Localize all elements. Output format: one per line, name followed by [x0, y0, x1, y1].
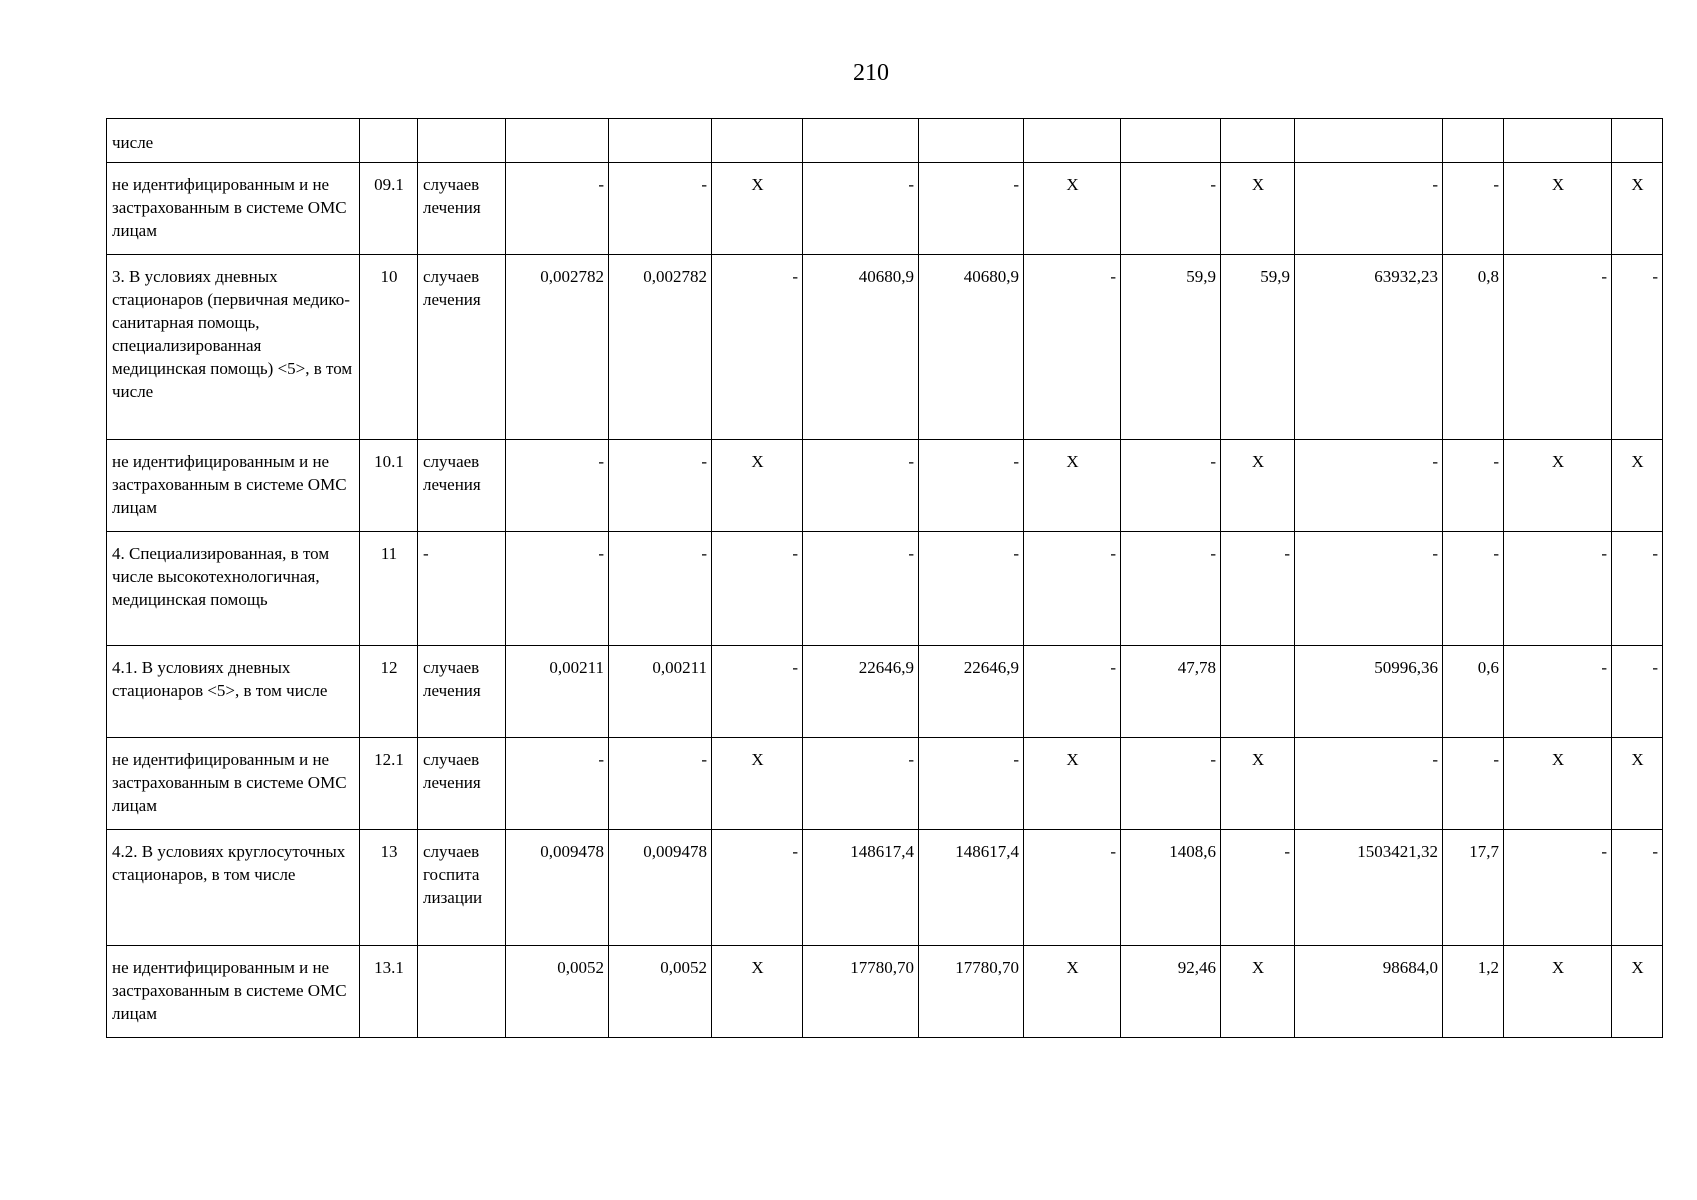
- value-cell: 0,009478: [609, 830, 712, 946]
- value-cell: 40680,9: [803, 255, 919, 440]
- value-cell: 0,0052: [506, 946, 609, 1038]
- value-cell: -: [609, 163, 712, 255]
- value-cell: X: [1024, 440, 1121, 532]
- value-cell: [609, 119, 712, 163]
- value-cell: -: [1024, 255, 1121, 440]
- value-cell: -: [1504, 830, 1612, 946]
- value-cell: -: [1504, 646, 1612, 738]
- value-cell: 1408,6: [1121, 830, 1221, 946]
- value-cell: -: [609, 440, 712, 532]
- table-row: [107, 738, 1663, 830]
- value-cell: 17,7: [1443, 830, 1504, 946]
- table-body: [107, 119, 1663, 1038]
- value-cell: X: [1024, 163, 1121, 255]
- value-cell: -: [1295, 440, 1443, 532]
- value-cell: X: [1221, 946, 1295, 1038]
- value-cell: 50996,36: [1295, 646, 1443, 738]
- value-cell: -: [1024, 830, 1121, 946]
- value-cell: -: [609, 738, 712, 830]
- row-code-cell: 09.1: [360, 163, 418, 255]
- row-name-cell: 4.2. В условиях круглосуточных стационаров, в том числе: [107, 830, 360, 946]
- value-cell: X: [712, 946, 803, 1038]
- value-cell: 92,46: [1121, 946, 1221, 1038]
- row-name-cell: числе: [107, 119, 360, 163]
- value-cell: X: [712, 163, 803, 255]
- value-cell: -: [609, 532, 712, 646]
- value-cell: X: [1612, 163, 1663, 255]
- value-cell: 17780,70: [919, 946, 1024, 1038]
- value-cell: -: [803, 440, 919, 532]
- row-name-cell: не идентифицированным и не застрахованным в системе ОМС лицам: [107, 440, 360, 532]
- value-cell: -: [1121, 532, 1221, 646]
- row-code-cell: [360, 119, 418, 163]
- row-code-cell: 13: [360, 830, 418, 946]
- value-cell: 0,6: [1443, 646, 1504, 738]
- value-cell: X: [1221, 440, 1295, 532]
- row-unit-cell: случаев лечения: [418, 440, 506, 532]
- value-cell: 0,0052: [609, 946, 712, 1038]
- row-unit-cell: случаев госпита лизации: [418, 830, 506, 946]
- value-cell: [1024, 119, 1121, 163]
- value-cell: 59,9: [1221, 255, 1295, 440]
- value-cell: -: [1504, 255, 1612, 440]
- value-cell: -: [506, 440, 609, 532]
- value-cell: -: [919, 532, 1024, 646]
- row-unit-cell: [418, 946, 506, 1038]
- value-cell: -: [1612, 255, 1663, 440]
- value-cell: -: [1295, 532, 1443, 646]
- table-row: [107, 163, 1663, 255]
- value-cell: -: [506, 532, 609, 646]
- value-cell: -: [1443, 738, 1504, 830]
- value-cell: -: [1221, 830, 1295, 946]
- row-code-cell: 11: [360, 532, 418, 646]
- value-cell: -: [506, 738, 609, 830]
- value-cell: -: [1121, 440, 1221, 532]
- value-cell: 63932,23: [1295, 255, 1443, 440]
- value-cell: -: [919, 440, 1024, 532]
- row-name-cell: 3. В условиях дневных стационаров (первичная медико-санитарная помощь, специализированная медицинская помощь) <5>, в том числе: [107, 255, 360, 440]
- value-cell: -: [712, 646, 803, 738]
- value-cell: -: [1024, 532, 1121, 646]
- row-code-cell: 10.1: [360, 440, 418, 532]
- value-cell: -: [1221, 532, 1295, 646]
- value-cell: X: [1504, 440, 1612, 532]
- value-cell: -: [1295, 738, 1443, 830]
- value-cell: 22646,9: [803, 646, 919, 738]
- table-row: [107, 646, 1663, 738]
- value-cell: 40680,9: [919, 255, 1024, 440]
- data-table: [106, 118, 1663, 1038]
- value-cell: X: [1504, 946, 1612, 1038]
- value-cell: [1221, 646, 1295, 738]
- page-number: 210: [853, 60, 889, 86]
- value-cell: X: [1221, 738, 1295, 830]
- row-code-cell: 12.1: [360, 738, 418, 830]
- value-cell: [1121, 119, 1221, 163]
- value-cell: [919, 119, 1024, 163]
- value-cell: X: [1504, 738, 1612, 830]
- value-cell: [1443, 119, 1504, 163]
- value-cell: 98684,0: [1295, 946, 1443, 1038]
- value-cell: X: [1504, 163, 1612, 255]
- value-cell: X: [1612, 946, 1663, 1038]
- value-cell: 0,002782: [506, 255, 609, 440]
- value-cell: 1,2: [1443, 946, 1504, 1038]
- value-cell: -: [803, 738, 919, 830]
- value-cell: -: [1295, 163, 1443, 255]
- value-cell: 1503421,32: [1295, 830, 1443, 946]
- value-cell: -: [1443, 163, 1504, 255]
- value-cell: 148617,4: [803, 830, 919, 946]
- value-cell: -: [803, 163, 919, 255]
- row-unit-cell: случаев лечения: [418, 255, 506, 440]
- row-name-cell: 4. Специализированная, в том числе высокотехнологичная, медицинская помощь: [107, 532, 360, 646]
- value-cell: 0,00211: [609, 646, 712, 738]
- value-cell: -: [1024, 646, 1121, 738]
- value-cell: -: [803, 532, 919, 646]
- value-cell: -: [712, 532, 803, 646]
- value-cell: 17780,70: [803, 946, 919, 1038]
- row-unit-cell: [418, 119, 506, 163]
- value-cell: X: [1024, 738, 1121, 830]
- row-name-cell: 4.1. В условиях дневных стационаров <5>, в том числе: [107, 646, 360, 738]
- row-name-cell: не идентифицированным и не застрахованным в системе ОМС лицам: [107, 946, 360, 1038]
- row-code-cell: 12: [360, 646, 418, 738]
- table-row: [107, 440, 1663, 532]
- value-cell: -: [1121, 163, 1221, 255]
- value-cell: -: [1612, 646, 1663, 738]
- value-cell: -: [712, 255, 803, 440]
- value-cell: X: [1024, 946, 1121, 1038]
- value-cell: 59,9: [1121, 255, 1221, 440]
- row-unit-cell: случаев лечения: [418, 163, 506, 255]
- value-cell: 0,8: [1443, 255, 1504, 440]
- value-cell: -: [919, 738, 1024, 830]
- value-cell: [803, 119, 919, 163]
- value-cell: [1221, 119, 1295, 163]
- value-cell: 148617,4: [919, 830, 1024, 946]
- value-cell: -: [1443, 532, 1504, 646]
- value-cell: [712, 119, 803, 163]
- value-cell: [1612, 119, 1663, 163]
- table-row: [107, 532, 1663, 646]
- table-row: [107, 946, 1663, 1038]
- value-cell: X: [1612, 738, 1663, 830]
- table-row: [107, 830, 1663, 946]
- row-code-cell: 10: [360, 255, 418, 440]
- value-cell: -: [1121, 738, 1221, 830]
- value-cell: 0,009478: [506, 830, 609, 946]
- row-name-cell: не идентифицированным и не застрахованным в системе ОМС лицам: [107, 163, 360, 255]
- value-cell: -: [1612, 532, 1663, 646]
- value-cell: 47,78: [1121, 646, 1221, 738]
- table-row: [107, 119, 1663, 163]
- value-cell: [1295, 119, 1443, 163]
- value-cell: -: [712, 830, 803, 946]
- value-cell: -: [1504, 532, 1612, 646]
- row-unit-cell: случаев лечения: [418, 738, 506, 830]
- value-cell: -: [1612, 830, 1663, 946]
- value-cell: -: [1443, 440, 1504, 532]
- value-cell: 0,00211: [506, 646, 609, 738]
- value-cell: [506, 119, 609, 163]
- value-cell: 0,002782: [609, 255, 712, 440]
- value-cell: 22646,9: [919, 646, 1024, 738]
- value-cell: X: [712, 440, 803, 532]
- value-cell: -: [506, 163, 609, 255]
- row-unit-cell: случаев лечения: [418, 646, 506, 738]
- row-name-cell: не идентифицированным и не застрахованным в системе ОМС лицам: [107, 738, 360, 830]
- table-row: [107, 255, 1663, 440]
- row-code-cell: 13.1: [360, 946, 418, 1038]
- value-cell: X: [712, 738, 803, 830]
- value-cell: -: [919, 163, 1024, 255]
- row-unit-cell: -: [418, 532, 506, 646]
- value-cell: X: [1612, 440, 1663, 532]
- value-cell: [1504, 119, 1612, 163]
- value-cell: X: [1221, 163, 1295, 255]
